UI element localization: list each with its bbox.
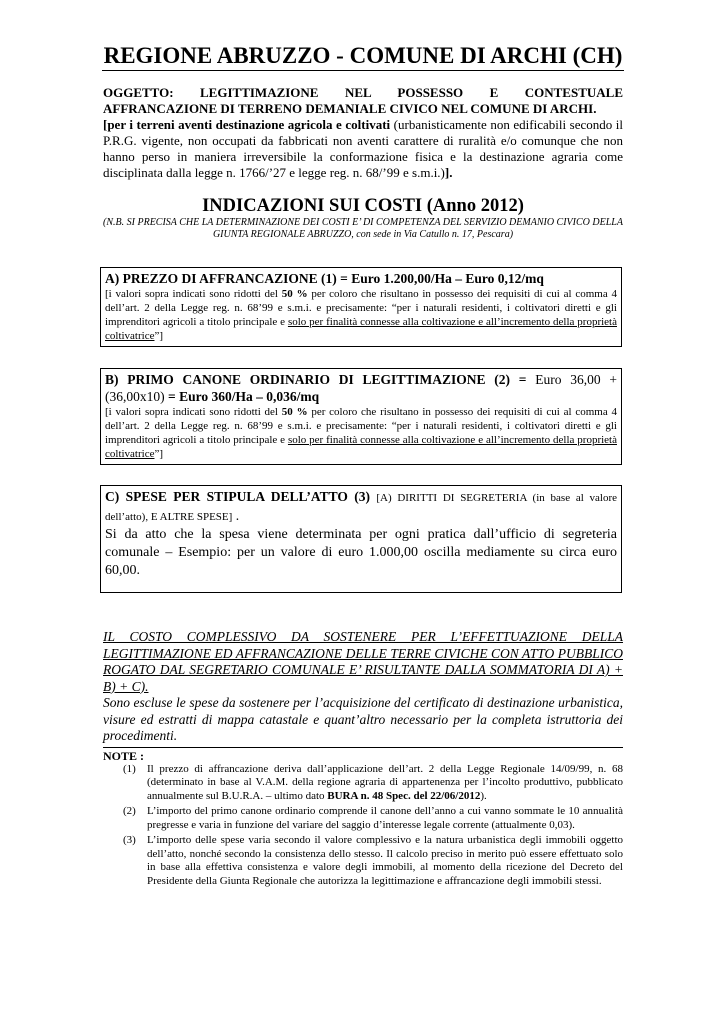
total-cost-exclusions: Sono escluse le spese da sostenere per l’acquisizione del certificato di destinazione urbanistica, visure ed estratti di mappa catastale e quant’altro necessario per la completa istruttoria dei procedimenti. bbox=[103, 695, 623, 743]
notes-list bbox=[103, 763, 623, 889]
note-number: (3) bbox=[123, 834, 136, 846]
note-number: (2) bbox=[123, 805, 136, 817]
header-divider bbox=[102, 70, 624, 71]
subject-plain-text: (urbanisticamente non edificabili secondo il P.R.G. vigente, non occupati da fabbricati non aventi carattere di ruralità e/o comunque che non hanno perso in maniera irreversibile la conformazione fisica e la destinazione agraria come disciplinata dalla legge n. 1766/’27 e legge reg. n. 68/’99 e s.m.i.) bbox=[103, 117, 623, 180]
costs-note: (N.B. SI PRECISA CHE LA DETERMINAZIONE DEI COSTI E’ DI COMPETENZA DEL SERVIZIO DEMANIO CIVICO DELLA GIUNTA REGIONALE ABRUZZO, con sede in Via Catullo n. 17, Pescara) bbox=[103, 217, 623, 240]
note-text-bold: BURA n. 48 Spec. del 22/06/2012 bbox=[327, 789, 481, 802]
box-a-title: A) PREZZO DI AFFRANCAZIONE (1) = Euro 1.200,00/Ha – Euro 0,12/mq bbox=[105, 271, 544, 286]
box-b-percent: 50 % bbox=[281, 406, 308, 418]
note-item bbox=[123, 834, 623, 888]
page-title: REGIONE ABRUZZO - COMUNE DI ARCHI (CH) bbox=[103, 43, 623, 68]
box-a-text bbox=[105, 287, 617, 343]
note-item bbox=[123, 763, 623, 804]
box-b-title-bold-2: = Euro 360/Ha – 0,036/mq bbox=[168, 389, 320, 404]
box-c-text: Si da atto che la spesa viene determinata per ogni pratica dall’ufficio di segreteria comunale – Esempio: per un valore di euro 1.000,00 oscilla mediamente su circa euro 60,00. bbox=[105, 527, 617, 578]
box-c-title-end: . bbox=[232, 508, 240, 523]
notes-title: NOTE : bbox=[103, 748, 145, 763]
box-b-text-2: per coloro che risultano in possesso dei requisiti di cui al comma 4 dell’art. 2 della Legge reg. n. 68’99 e s.m.i. e precisamente: “per i naturali residenti, i coltivatori diretti e gli imprenditori agricoli a titolo principale e bbox=[105, 406, 617, 446]
box-b-title-bold: B) PRIMO CANONE ORDINARIO DI LEGITTIMAZIONE (2) = bbox=[105, 372, 536, 387]
box-c-title bbox=[105, 488, 617, 526]
box-b-underlined: solo per finalità connesse alla coltivazione e all’incremento della proprietà coltivatrice bbox=[105, 434, 617, 460]
subject-description bbox=[103, 117, 623, 181]
box-b-text bbox=[105, 405, 617, 461]
box-b-text-1: [i valori sopra indicati sono ridotti del bbox=[105, 406, 282, 418]
note-text: L’importo delle spese varia secondo il valore complessivo e la natura urbanistica degli immobili oggetto dell’atto, nonché secondo la consistenza dello stesso. Il calcolo preciso in merito può essere effettuato solo in base alla effettiva consistenza e valore degli immobili, al momento della ricezione del Decreto del Presidente della Giunta Regionale che autorizza la legittimazione e affrancazione degli immobili stessi. bbox=[147, 834, 623, 887]
note-number: (1) bbox=[123, 762, 136, 775]
box-a-text-3: ”] bbox=[154, 330, 164, 342]
note-item bbox=[123, 805, 623, 832]
cost-box-a bbox=[100, 267, 622, 347]
box-a-percent: 50 % bbox=[281, 288, 308, 300]
costs-title: INDICAZIONI SUI COSTI (Anno 2012) bbox=[202, 196, 524, 216]
note-text bbox=[147, 763, 623, 804]
subject-heading: OGGETTO: LEGITTIMAZIONE NEL POSSESSO E CONTESTUALE AFFRANCAZIONE DI TERRENO DEMANIALE CIVICO NEL COMUNE DI ARCHI. bbox=[103, 85, 623, 116]
total-cost-statement bbox=[103, 629, 623, 745]
box-b-text-3: ”] bbox=[154, 448, 164, 460]
note-text-end: ). bbox=[480, 789, 487, 802]
box-b-title-plain: Euro 36,00 + (36,00x10) bbox=[105, 372, 618, 404]
box-c-title-small: [A) DIRITTI DI SEGRETERIA (in base al valore dell’atto), E ALTRE SPESE] bbox=[105, 492, 618, 523]
subject-end: ]. bbox=[444, 165, 453, 180]
total-cost-caps: IL COSTO COMPLESSIVO DA SOSTENERE PER L’EFFETTUAZIONE DELLA LEGITTIMAZIONE ED AFFRANCAZIONE DELLE TERRE CIVICHE CON ATTO PUBBLICO ROGATO DAL SEGRETARIO COMUNALE E’ RISULTANTE DALLA SOMMATORIA DI A) + B) + C). bbox=[103, 629, 623, 694]
box-a-text-2: per coloro che risultano in possesso dei requisiti di cui al comma 4 dell’art. 2 della Legge reg. n. 68’99 e s.m.i. e precisamente: “per i naturali residenti, i coltivatori diretti e gli imprenditori agricoli a titolo principale e bbox=[105, 288, 617, 328]
box-c-title-bold: C) SPESE PER STIPULA DELL’ATTO (3) bbox=[105, 489, 377, 504]
notes-divider bbox=[103, 747, 623, 748]
note-text: L’importo del primo canone ordinario comprende il canone dell’anno a cui vanno sommate le 10 annualità pregresse e varia in funzione del variare del saggio d’interesse legale corrente (attualmente 0,03). bbox=[147, 805, 623, 831]
box-b-title bbox=[105, 371, 617, 405]
cost-box-c bbox=[100, 485, 622, 593]
document-page bbox=[103, 42, 623, 890]
note-text-plain: Il prezzo di affrancazione deriva dall’applicazione dell’art. 2 della Legge Regionale 14/09/99, n. 68 (determinato in base al V.A.M. della regione agraria di appartenenza per l’incolto produttivo, pubblicato annualmente sul B.U.R.A. – ultimo dato bbox=[147, 762, 623, 802]
box-a-text-1: [i valori sopra indicati sono ridotti del bbox=[105, 288, 282, 300]
box-a-underlined: solo per finalità connesse alla coltivazione e all’incremento della proprietà coltivatrice bbox=[105, 316, 617, 342]
cost-box-b bbox=[100, 368, 622, 465]
subject-bold-text: [per i terreni aventi destinazione agricola e coltivati bbox=[103, 117, 391, 132]
